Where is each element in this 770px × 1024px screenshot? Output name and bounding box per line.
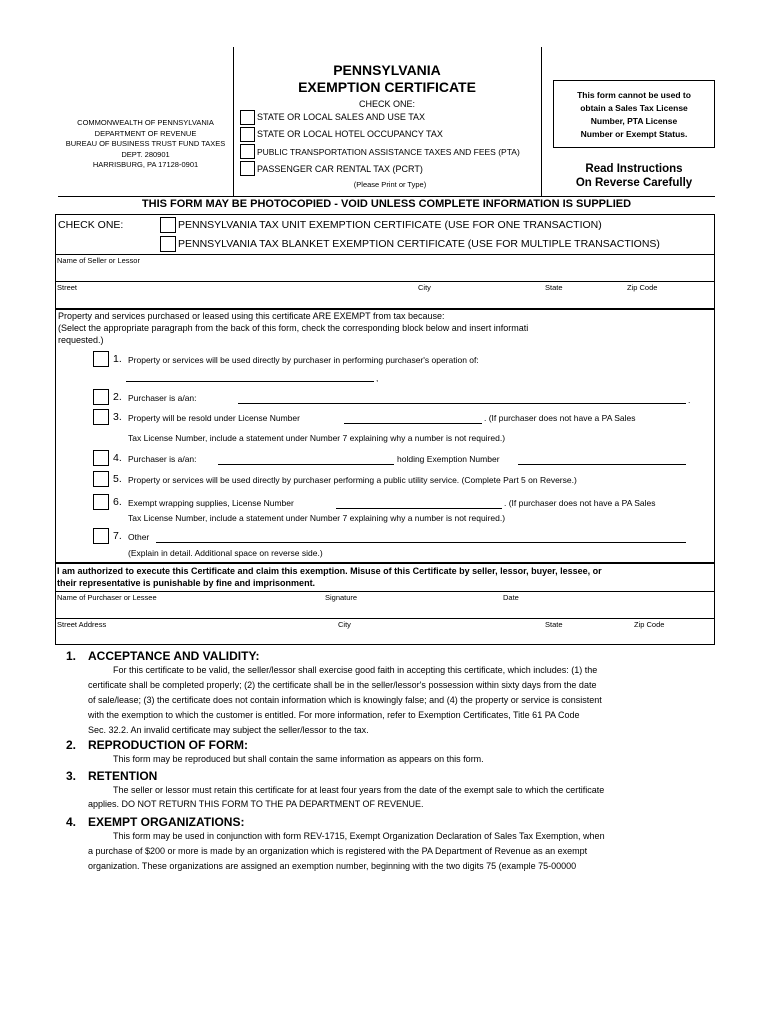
reason-3-number: 3.: [113, 411, 122, 423]
section-3-line-1: The seller or lessor must retain this certificate for at least four years from the date of the exempt sale to which the certificate: [113, 785, 605, 795]
section-1-number: 1.: [66, 649, 77, 663]
cert-type-check-one-label: CHECK ONE:: [58, 219, 124, 231]
reason-1-comma: ,: [376, 373, 379, 383]
seller-name-label: Name of Seller or Lessor: [57, 256, 140, 265]
seller-state-label: State: [545, 283, 563, 292]
section-3-heading: RETENTION: [88, 769, 158, 783]
purchaser-city-label: City: [338, 620, 351, 629]
agency-line-2: DEPARTMENT OF REVENUE: [94, 128, 197, 138]
read-instructions: [548, 162, 720, 190]
reason-6-number: 6.: [113, 496, 122, 508]
seller-address-field[interactable]: [56, 292, 714, 308]
agency-line-4: DEPT. 280901: [121, 149, 170, 159]
reason-1-text: Property or services will be used directly by purchaser in performing purchaser's operation of:: [128, 355, 479, 365]
seller-street-label: Street: [57, 283, 78, 292]
reason-2-period: .: [688, 395, 691, 405]
reason-4-mid: holding Exemption Number: [397, 454, 500, 464]
reason-4-exemption-number-field[interactable]: [518, 464, 686, 465]
reason-6-license-number-field[interactable]: [336, 508, 502, 509]
reason-1-operation-field[interactable]: [126, 381, 374, 382]
tax-type-sales-use: STATE OR LOCAL SALES AND USE TAX: [257, 112, 426, 122]
checkbox-reason-1[interactable]: [93, 351, 109, 367]
section-2-heading: REPRODUCTION OF FORM:: [88, 738, 248, 752]
print-note: (Please Print or Type): [353, 180, 427, 189]
seller-city-label: City: [418, 283, 431, 292]
reason-2-text: Purchaser is a/an:: [128, 393, 197, 403]
checkbox-pcrt[interactable]: [240, 161, 255, 176]
checkbox-reason-3[interactable]: [93, 409, 109, 425]
reason-7-continuation: (Explain in detail. Additional space on reverse side.): [128, 548, 323, 558]
section-1-line-4: with the exemption to which the customer is entitled. For more information, refer to Exemption Certificates, Title 61 PA Code: [88, 710, 580, 720]
checkbox-reason-6[interactable]: [93, 494, 109, 510]
notice-line-2: obtain a Sales Tax License: [580, 103, 688, 113]
reason-5-number: 5.: [113, 473, 122, 485]
section-3-number: 3.: [66, 769, 77, 783]
reason-7-text: Other: [128, 532, 150, 542]
section-1-heading: ACCEPTANCE AND VALIDITY:: [88, 649, 260, 663]
cert-type-unit: PENNSYLVANIA TAX UNIT EXEMPTION CERTIFICATE (USE FOR ONE TRANSACTION): [178, 219, 602, 231]
checkbox-reason-5[interactable]: [93, 471, 109, 487]
photocopy-warning: THIS FORM MAY BE PHOTOCOPIED - VOID UNLESS COMPLETE INFORMATION IS SUPPLIED: [141, 198, 632, 210]
tax-type-pcrt: PASSENGER CAR RENTAL TAX (PCRT): [257, 164, 423, 174]
checkbox-sales-use-tax[interactable]: [240, 110, 255, 125]
purchaser-zip-label: Zip Code: [634, 620, 665, 629]
section-4-heading: EXEMPT ORGANIZATIONS:: [88, 815, 245, 829]
reason-3-license-number-field[interactable]: [344, 423, 482, 424]
section-4-line-1: This form may be used in conjunction with form REV-1715, Exempt Organization Declaration of Sales Tax Exemption, when: [113, 831, 605, 841]
checkbox-reason-2[interactable]: [93, 389, 109, 405]
purchaser-name-signature-field[interactable]: [56, 602, 714, 618]
checkbox-unit-certificate[interactable]: [160, 217, 176, 233]
cert-type-blanket: PENNSYLVANIA TAX BLANKET EXEMPTION CERTIFICATE (USE FOR MULTIPLE TRANSACTIONS): [178, 238, 660, 250]
purchaser-state-label: State: [545, 620, 563, 629]
read-instructions-line-2: On Reverse Carefully: [575, 177, 693, 189]
reason-6-text: Exempt wrapping supplies, License Number: [128, 498, 294, 508]
notice-line-4: Number or Exempt Status.: [580, 129, 688, 139]
seller-name-field[interactable]: [56, 265, 714, 281]
section-4-line-2: a purchase of $200 or more is made by an organization which is registered with the PA Department of Revenue as an exempt: [88, 846, 588, 856]
reason-3-continuation: Tax License Number, include a statement under Number 7 explaining why a number is not required.): [128, 433, 506, 443]
purchaser-street-label: Street Address: [57, 620, 107, 629]
exempt-intro-line-1: Property and services purchased or leased using this certificate ARE EXEMPT from tax because:: [58, 311, 445, 321]
checkbox-hotel-occupancy-tax[interactable]: [240, 127, 255, 142]
notice-line-1: This form cannot be used to: [577, 90, 691, 100]
reason-4-text: Purchaser is a/an:: [128, 454, 197, 464]
tax-type-check-one-label: CHECK ONE:: [358, 99, 415, 109]
section-1-line-2: certificate shall be completed properly; (2) the certificate shall be in the seller/lessor's possession within sixty days from the date: [88, 680, 597, 690]
notice-line-3: Number, PTA License: [590, 116, 678, 126]
exempt-intro-line-2: (Select the appropriate paragraph from the back of this form, check the corresponding block below and insert informati: [58, 323, 529, 333]
read-instructions-line-1: Read Instructions: [585, 163, 683, 175]
section-1-line-1: For this certificate to be valid, the seller/lessor shall exercise good faith in accepting this certificate, which includes: (1) the: [113, 665, 598, 675]
section-2-number: 2.: [66, 738, 77, 752]
section-1-line-5: Sec. 32.2. An invalid certificate may subject the seller/lessor to the tax.: [88, 725, 369, 735]
reason-4-number: 4.: [113, 452, 122, 464]
seller-zip-label: Zip Code: [627, 283, 658, 292]
agency-address: [58, 118, 233, 171]
tax-type-hotel-occupancy: STATE OR LOCAL HOTEL OCCUPANCY TAX: [257, 129, 443, 139]
reason-2-purchaser-type-field[interactable]: [238, 403, 686, 404]
checkbox-blanket-certificate[interactable]: [160, 236, 176, 252]
reason-6-continuation: Tax License Number, include a statement under Number 7 explaining why a number is not required.): [128, 513, 506, 523]
purchaser-name-label: Name of Purchaser or Lessee: [57, 593, 157, 602]
reason-2-number: 2.: [113, 391, 122, 403]
agency-line-1: COMMONWEALTH OF PENNSYLVANIA: [77, 118, 214, 127]
agency-line-3: BUREAU OF BUSINESS TRUST FUND TAXES: [65, 139, 226, 148]
purchaser-address-field[interactable]: [56, 629, 714, 644]
reason-1-number: 1.: [113, 353, 122, 365]
section-4-number: 4.: [66, 815, 77, 829]
reason-7-explanation-field[interactable]: [156, 542, 686, 543]
authorization-line-2: their representative is punishable by fine and imprisonment.: [57, 578, 316, 588]
authorization-line-1: I am authorized to execute this Certificate and claim this exemption. Misuse of this Certificate by seller, lessor, buyer, lessee, or: [57, 566, 602, 576]
reason-6-tail: . (If purchaser does not have a PA Sales: [504, 498, 656, 508]
reason-4-purchaser-type-field[interactable]: [218, 464, 394, 465]
reason-3-text: Property will be resold under License Number: [128, 413, 300, 423]
title-line-2: EXEMPTION CERTIFICATE: [298, 79, 476, 95]
agency-line-5: HARRISBURG, PA 17128-0901: [92, 160, 199, 169]
purchaser-date-label: Date: [503, 593, 519, 602]
section-4-line-3: organization. These organizations are assigned an exemption number, beginning with the two digits 75 (example 75-00000: [88, 861, 577, 871]
notice-box: [553, 80, 715, 148]
section-3-line-2: applies. DO NOT RETURN THIS FORM TO THE PA DEPARTMENT OF REVENUE.: [88, 799, 424, 809]
reason-5-text: Property or services will be used directly by purchaser performing a public utility service. (Complete Part 5 on Reverse.): [128, 475, 577, 485]
form-title: [237, 62, 537, 96]
checkbox-pta-taxes[interactable]: [240, 144, 255, 159]
tax-type-pta: PUBLIC TRANSPORTATION ASSISTANCE TAXES AND FEES (PTA): [257, 147, 520, 157]
checkbox-reason-7[interactable]: [93, 528, 109, 544]
checkbox-reason-4[interactable]: [93, 450, 109, 466]
purchaser-signature-label: Signature: [325, 593, 358, 602]
reason-3-tail: . (If purchaser does not have a PA Sales: [484, 413, 636, 423]
section-1-line-3: of sale/lease; (3) the certificate does not contain information which is knowingly false; and (4) the property or service is consistent: [88, 695, 602, 705]
exempt-intro-line-3: requested.): [58, 335, 104, 345]
section-2-line-1: This form may be reproduced but shall contain the same information as appears on this form.: [113, 754, 484, 764]
title-line-1: PENNSYLVANIA: [333, 62, 441, 78]
reason-7-number: 7.: [113, 530, 122, 542]
